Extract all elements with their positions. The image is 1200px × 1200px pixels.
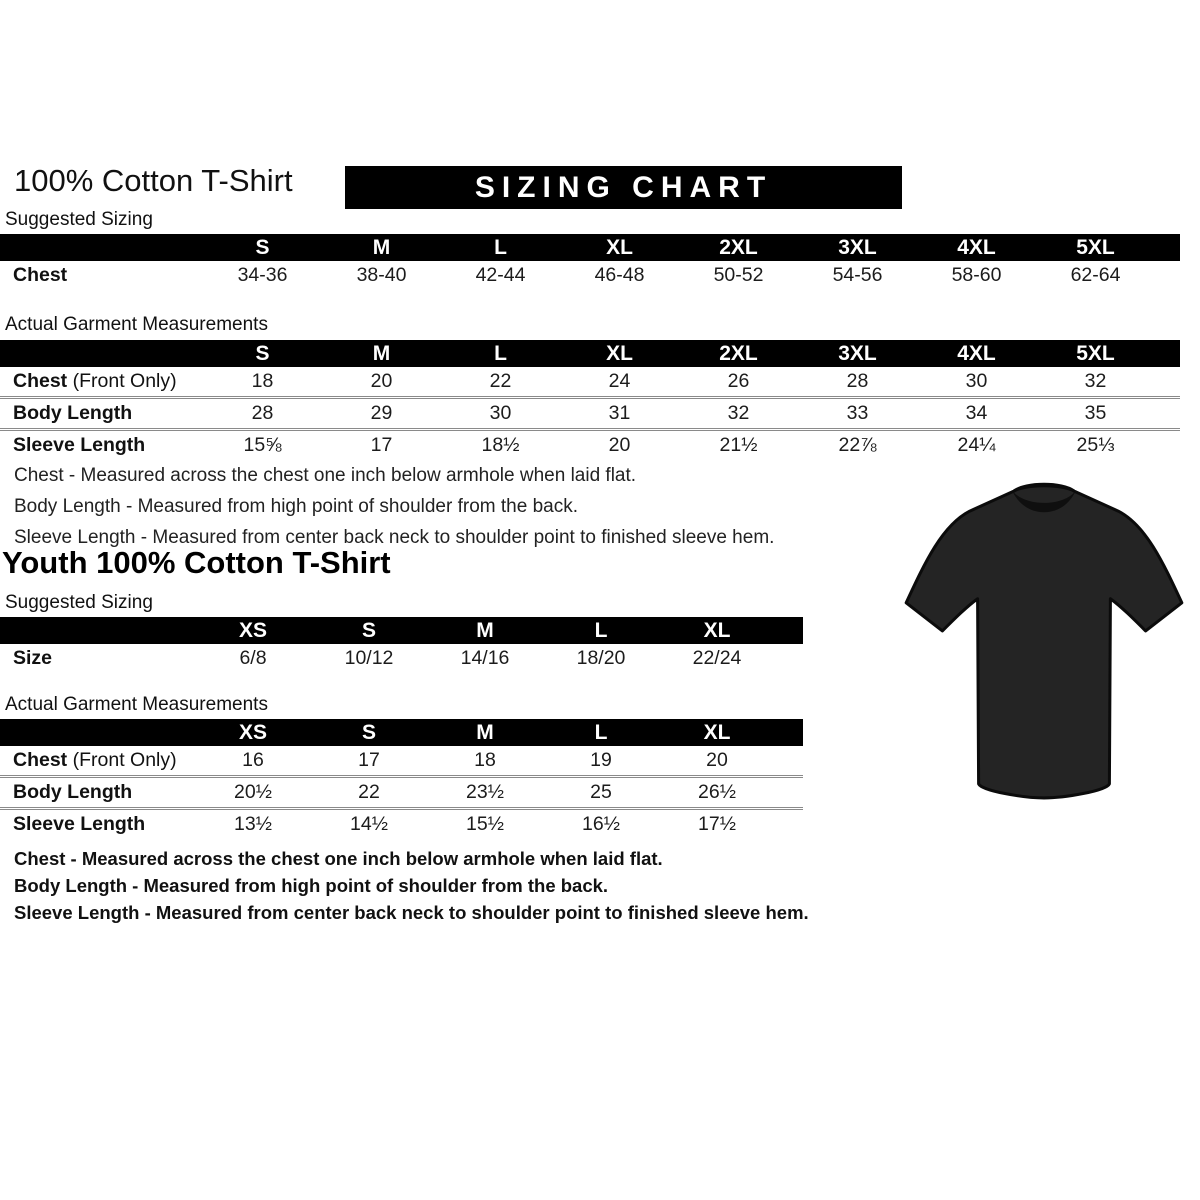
table-row-body-length: [0, 775, 803, 807]
table-row-body-length: [0, 396, 1180, 428]
measurement-value: 23½: [466, 781, 504, 803]
measurement-value: 17: [358, 749, 380, 771]
measurement-value: 26: [727, 370, 750, 392]
measurement-value: 24: [608, 370, 631, 392]
size-col-header: S: [361, 720, 376, 744]
row-label: Sleeve Length: [13, 813, 146, 835]
measurement-value: 38-40: [356, 264, 407, 286]
measurement-value: 20: [608, 434, 631, 456]
note-chest: Chest - Measured across the chest one inch below armhole when laid flat.: [14, 465, 637, 486]
size-col-header: XS: [238, 720, 267, 744]
measurement-value: 22/24: [692, 647, 742, 669]
size-col-header: M: [372, 341, 391, 365]
page-title: 100% Cotton T-Shirt: [14, 163, 293, 198]
measurement-value: 14½: [350, 813, 388, 835]
size-col-header: 4XL: [957, 235, 996, 259]
size-col-header: 2XL: [719, 235, 758, 259]
measurement-value: 32: [1084, 370, 1107, 392]
measurement-value: 28: [251, 402, 274, 424]
measurement-value: 17: [370, 434, 393, 456]
measurement-value: 6/8: [239, 647, 267, 669]
youth-measurements-label: Actual Garment Measurements: [5, 694, 268, 715]
measurement-value: 32: [727, 402, 750, 424]
size-col-header: S: [255, 235, 270, 259]
note-chest: Chest - Measured across the chest one inch below armhole when laid flat.: [14, 848, 663, 869]
note-body-length: Body Length - Measured from high point of shoulder from the back.: [14, 496, 578, 517]
table-row-sleeve-length: [0, 428, 1180, 460]
measurement-value: 16½: [582, 813, 620, 835]
measurement-value: 17½: [698, 813, 736, 835]
measurement-value: 20½: [234, 781, 272, 803]
adult-measurement-notes: [14, 460, 774, 553]
measurement-value: 22: [358, 781, 380, 803]
table-header-row: [0, 617, 803, 644]
youth-suggested-table: [0, 617, 803, 673]
measurement-value: 35: [1084, 402, 1107, 424]
size-col-header: XL: [606, 235, 633, 259]
adult-measurements-table: [0, 340, 1180, 460]
size-col-header: M: [476, 618, 494, 642]
size-col-header: L: [494, 235, 507, 259]
measurement-value: 50-52: [713, 264, 764, 286]
measurement-value: 33: [846, 402, 869, 424]
table-row: [0, 261, 1180, 290]
size-col-header: XS: [238, 618, 267, 642]
measurement-value: 34-36: [237, 264, 288, 286]
measurement-value: 25⅓: [1076, 434, 1115, 456]
size-col-header: 2XL: [719, 341, 758, 365]
measurement-value: 29: [370, 402, 393, 424]
measurement-value: 20: [706, 749, 728, 771]
row-label: Chest (Front Only): [13, 370, 177, 392]
size-col-header: M: [372, 235, 391, 259]
size-col-header: XL: [606, 341, 633, 365]
measurement-value: 20: [370, 370, 393, 392]
adult-measurements-label: Actual Garment Measurements: [5, 314, 268, 335]
measurement-value: 58-60: [951, 264, 1002, 286]
measurement-value: 22⅞: [838, 434, 877, 456]
tshirt-image: [893, 477, 1195, 809]
size-col-header: 3XL: [838, 341, 877, 365]
table-header-row: [0, 719, 803, 746]
size-col-header: S: [361, 618, 376, 642]
row-label: Body Length: [13, 402, 133, 424]
row-label: Body Length: [13, 781, 133, 803]
table-row-chest: [0, 746, 803, 775]
youth-measurement-notes: [14, 845, 809, 926]
size-col-header: L: [594, 720, 608, 744]
measurement-value: 15½: [466, 813, 504, 835]
table-header-row: [0, 340, 1180, 367]
measurement-value: 54-56: [832, 264, 883, 286]
size-col-header: 5XL: [1076, 235, 1115, 259]
adult-suggested-table: [0, 234, 1180, 290]
measurement-value: 30: [489, 402, 512, 424]
size-col-header: 3XL: [838, 235, 877, 259]
note-sleeve-length: Sleeve Length - Measured from center back neck to shoulder point to finished sleeve hem.: [14, 527, 775, 548]
measurement-value: 14/16: [460, 647, 510, 669]
row-label: Size: [13, 647, 53, 669]
row-label: Chest (Front Only): [13, 749, 177, 771]
measurement-value: 24¼: [957, 434, 996, 456]
measurement-value: 19: [590, 749, 612, 771]
adult-suggested-sizing-label: Suggested Sizing: [5, 209, 153, 230]
measurement-value: 31: [608, 402, 631, 424]
row-label: Chest: [13, 264, 68, 286]
note-sleeve-length: Sleeve Length - Measured from center back neck to shoulder point to finished sleeve hem.: [14, 902, 809, 923]
measurement-value: 62-64: [1070, 264, 1121, 286]
measurement-value: 18½: [481, 434, 520, 456]
table-row-sleeve-length: [0, 807, 803, 839]
measurement-value: 18/20: [576, 647, 626, 669]
measurement-value: 28: [846, 370, 869, 392]
size-col-header: XL: [703, 618, 731, 642]
row-label: Sleeve Length: [13, 434, 146, 456]
measurement-value: 16: [242, 749, 264, 771]
measurement-value: 25: [590, 781, 612, 803]
measurement-value: 34: [965, 402, 988, 424]
youth-section-title: Youth 100% Cotton T-Shirt: [2, 545, 391, 580]
table-row-size: [0, 644, 803, 673]
table-row-chest: [0, 367, 1180, 396]
sizing-chart-banner: SIZING CHART: [345, 166, 902, 209]
measurement-value: 18: [251, 370, 274, 392]
size-col-header: M: [476, 720, 494, 744]
size-col-header: L: [594, 618, 608, 642]
measurement-value: 13½: [234, 813, 272, 835]
measurement-value: 18: [474, 749, 496, 771]
note-body-length: Body Length - Measured from high point of shoulder from the back.: [14, 875, 609, 896]
youth-measurements-table: [0, 719, 803, 839]
table-header-row: [0, 234, 1180, 261]
size-col-header: S: [255, 341, 270, 365]
measurement-value: 15⅝: [243, 434, 282, 456]
measurement-value: 26½: [698, 781, 736, 803]
measurement-value: 30: [965, 370, 988, 392]
size-col-header: 5XL: [1076, 341, 1115, 365]
size-col-header: XL: [703, 720, 731, 744]
tshirt-body: [906, 484, 1182, 798]
youth-suggested-sizing-label: Suggested Sizing: [5, 592, 153, 613]
size-col-header: L: [494, 341, 507, 365]
measurement-value: 21½: [719, 434, 758, 456]
measurement-value: 42-44: [475, 264, 526, 286]
size-col-header: 4XL: [957, 341, 996, 365]
measurement-value: 46-48: [594, 264, 645, 286]
measurement-value: 22: [489, 370, 512, 392]
measurement-value: 10/12: [344, 647, 394, 669]
